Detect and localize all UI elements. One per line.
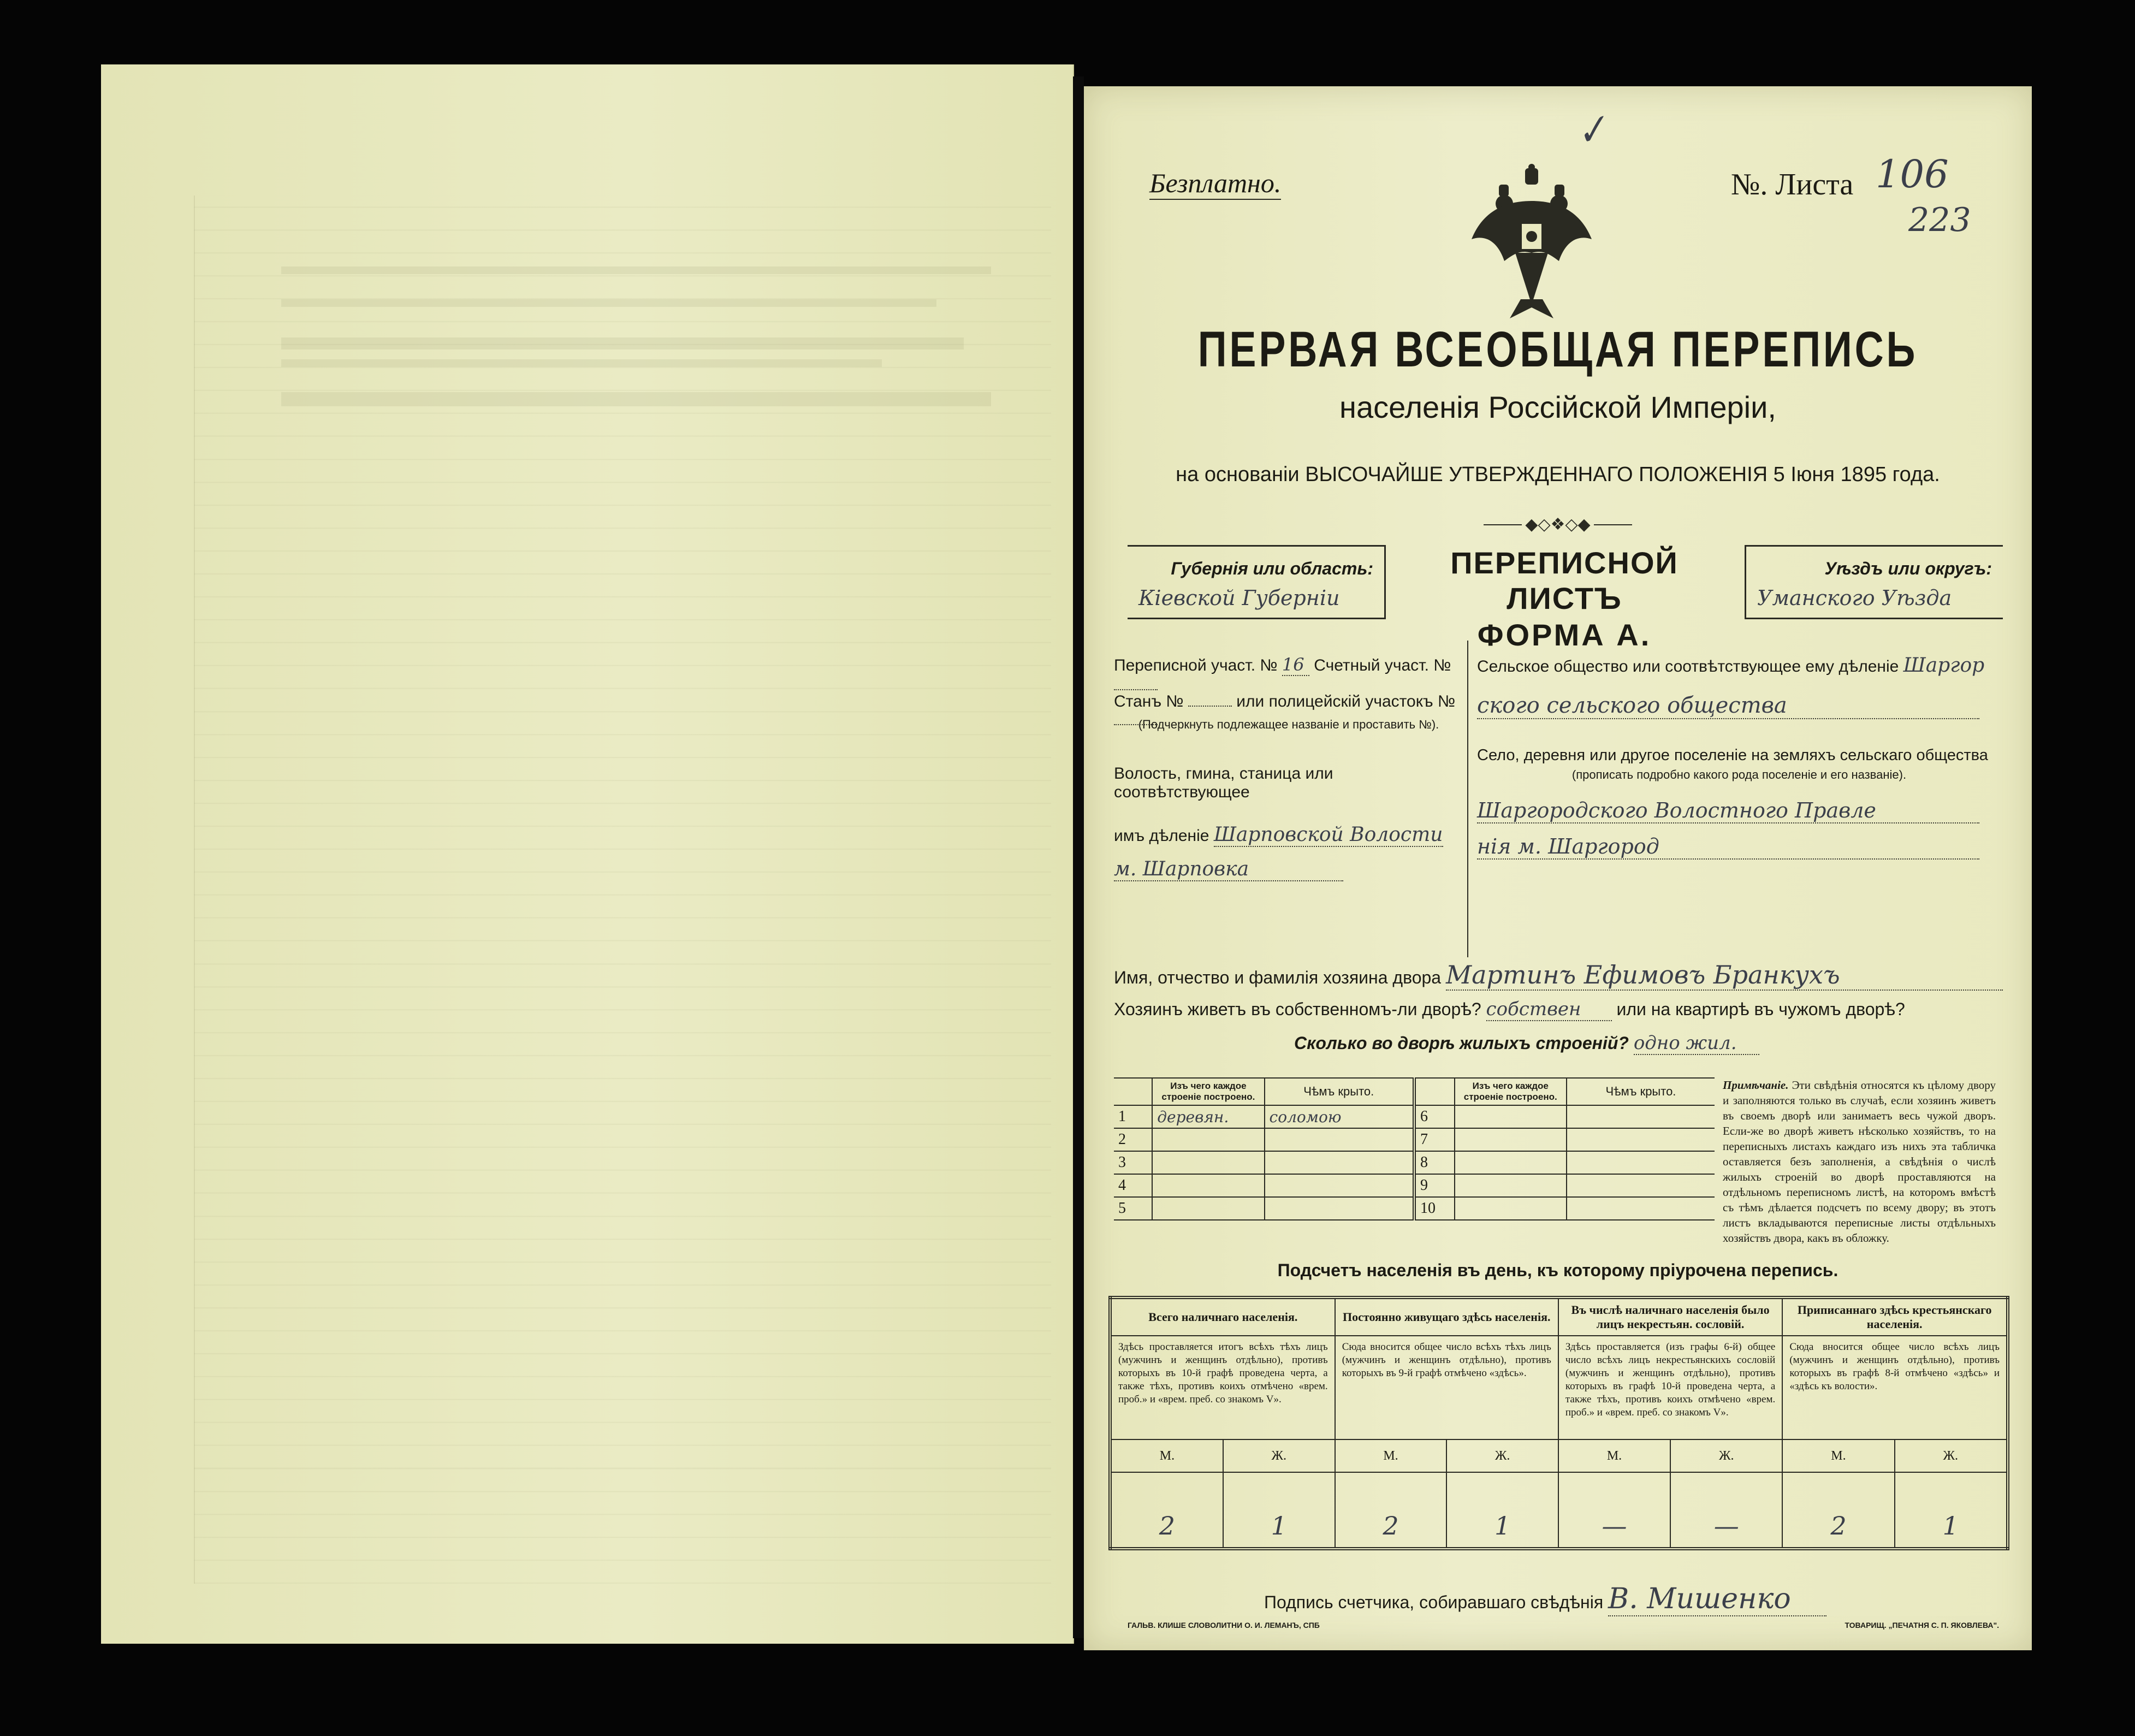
count-female-head: Ж. [1895,1439,2008,1472]
count-female-value: 1 [1895,1472,2008,1549]
count-col-head: Въ числѣ наличнаго населенія было лицъ некрестьян. сословій. [1558,1297,1782,1336]
note-head: Примѣчаніе. [1723,1079,1789,1092]
stan-label: Станъ № [1114,692,1184,710]
police-note: (Подчеркнуть подлежащее названіе и проставить №). [1138,718,1439,731]
sheet-number-handwritten-alt: 223 [1908,201,1971,239]
bt-material-cell [1455,1151,1567,1174]
province-label: Губернія или область: [1171,559,1373,578]
bt-num-head-r [1414,1078,1455,1105]
count-table [1108,1296,2009,1550]
buildings-label: Сколько во дворѣ жилыхъ строеній? [1294,1033,1629,1053]
owner-lives-label: Хозяинъ живетъ въ собственномъ-ли дворѣ? [1114,999,1481,1019]
note-block [1723,1077,1996,1246]
count-female-value: 1 [1446,1472,1558,1549]
bt-row-number: 1 [1114,1105,1152,1128]
ghost-print [281,337,964,349]
count-col-head: Постоянно живущаго здѣсь населенія. [1335,1297,1558,1336]
buildings-value: одно жил. [1634,1032,1759,1055]
district-label: Уѣздъ или округъ: [1824,559,1992,578]
volost-label-2: имъ дѣленіе [1114,827,1209,845]
form-main-title: ПЕРВАЯ ВСЕОБЩАЯ ПЕРЕПИСЬ [1197,322,1918,377]
count-col-head: Всего наличнаго населенія. [1110,1297,1335,1336]
count-title: Подсчетъ населенія въ день, къ которому пріурочена перепись. [1277,1260,1839,1280]
left-blank-page [101,64,1074,1644]
village-value-1: Шаргородского Волостного Правле [1477,798,1979,823]
bt-material-cell [1455,1105,1567,1128]
count-col-desc: Сюда вносится общее число всѣхъ тѣхъ лицъ (мужчинъ и женщинъ отдѣльно), противъ которыхъ въ 9-й графѣ отмѣчено «здѣсь». [1335,1336,1558,1439]
village-value-2: нія м. Шаргород [1477,834,1979,860]
buildings-table [1114,1077,1715,1220]
signature-value: В. Мишенко [1608,1583,1826,1616]
village-note: (прописать подробно какого рода поселеніе и его названіе). [1571,768,1907,781]
column-divider [1467,641,1468,957]
table-row [1114,1197,1715,1220]
count-female-value: 1 [1223,1472,1335,1549]
bt-roof-cell [1567,1105,1715,1128]
ghost-print [281,392,991,406]
bt-roof-cell [1265,1151,1414,1174]
form-subtitle: населенія Россійской Имперіи, [1339,390,1776,424]
bt-row-number: 10 [1414,1197,1455,1220]
bt-material-cell: деревян. [1152,1105,1264,1128]
table-row [1114,1105,1715,1128]
note-text: Эти свѣдѣнія относятся къ цѣлому двору и заполняются только въ случаѣ, если хозяинъ живетъ въ своемъ дворѣ или занимаетъ весь чужой дворъ. Если-же во дворѣ живетъ нѣсколько хозяйствъ, то на переписныхъ листахъ каждаго изъ нихъ эта табличка оставляется безъ заполненія, а свѣдѣнія о числѣ жилыхъ строеній во дворѣ проставляются на отдѣльномъ переписномъ листѣ, на которомъ вмѣстѣ съ тѣмъ дѣлается подсчетъ по всему двору; въ этотъ листъ вкладываются переписные листы отдѣльныхъ хозяйствъ двора, какъ въ обложку. [1723,1079,1996,1245]
owner-name-value: Мартинъ Ефимовъ Бранкухъ [1446,960,2003,991]
bt-roof-cell [1567,1151,1715,1174]
bt-row-number: 6 [1414,1105,1455,1128]
bt-material-cell [1455,1128,1567,1151]
table-row [1114,1174,1715,1197]
owner-lives-value: собствен [1486,998,1612,1021]
bt-material-cell [1152,1128,1264,1151]
bt-row-number: 9 [1414,1174,1455,1197]
bt-material-cell [1455,1197,1567,1220]
ghost-print [281,359,882,367]
bt-material-cell [1152,1197,1264,1220]
footer-right-imprint: ТОВАРИЩ. „ПЕЧАТНЯ С. П. ЯКОВЛЕВА". [1845,1621,1999,1630]
count-male-value: 2 [1110,1472,1223,1549]
count-section-label: Счетный участ. № [1314,656,1451,674]
bt-row-number: 7 [1414,1128,1455,1151]
count-male-value: 2 [1782,1472,1894,1549]
bt-roof-cell [1265,1128,1414,1151]
bt-row-number: 3 [1114,1151,1152,1174]
owner-name-label: Имя, отчество и фамилія хозяина двора [1114,968,1442,987]
count-col-head: Приписаннаго здѣсь крестьянскаго населенія. [1782,1297,2008,1336]
ghost-print [281,299,936,307]
check-mark: ✓ [1570,104,1613,157]
count-female-head: Ж. [1670,1439,1782,1472]
ornament-divider: ◆◇❖◇◆ [1084,515,2032,534]
volost-value-2: м. Шарповка [1114,858,1343,881]
volost-value-1: Шарповской Волости [1213,823,1443,846]
bt-roof-cell [1265,1197,1414,1220]
count-female-head: Ж. [1223,1439,1335,1472]
bt-roof-cell [1567,1128,1715,1151]
volost-label-1: Волость, гмина, станица или соотвѣтствующее [1114,765,1333,801]
sheet-number-label: №. Листа [1731,168,1854,202]
signature-label: Подпись счетчика, собиравшаго свѣдѣнія [1264,1592,1604,1612]
society-label: Сельское общество или соотвѣтствующее ему дѣленіе [1477,657,1899,676]
society-value-2: ского сельского общества [1477,693,1979,719]
book-gutter [1073,76,1084,1638]
count-col-desc: Здѣсь проставляется итогъ всѣхъ тѣхъ лицъ (мужчинъ и женщинъ отдѣльно), противъ которыхъ въ 10-й графѣ проведена черта, а также тѣхъ, противъ коихъ отмѣчено «врем. проб.» и «врем. преб. со знакомъ V». [1110,1336,1335,1439]
bt-roof-head-r: Чѣмъ крыто. [1567,1078,1715,1105]
count-male-value: 2 [1335,1472,1447,1549]
bt-material-cell [1455,1174,1567,1197]
count-male-head: М. [1782,1439,1894,1472]
census-form-page [1084,86,2032,1650]
footer-left-imprint: ГАЛЬВ. КЛИШЕ СЛОВОЛИТНИ О. И. ЛЕМАНЪ, СПБ [1128,1621,1320,1630]
table-row [1114,1151,1715,1174]
count-male-head: М. [1558,1439,1670,1472]
imperial-eagle-icon [1466,163,1597,321]
police-label: или полицейскій участокъ № [1236,692,1456,710]
bt-row-number: 5 [1114,1197,1152,1220]
count-col-desc: Сюда вносится общее число всѣхъ лицъ (мужчинъ и женщинъ отдѣльно), противъ которыхъ въ графѣ 8-й отмѣчено «здѣсь» и «здѣсь къ волости». [1782,1336,2008,1439]
count-male-head: М. [1335,1439,1447,1472]
count-col-desc: Здѣсь проставляется (изъ графы 6-й) общее число всѣхъ лицъ некрестьянскихъ сословій (мужчинъ и женщинъ отдѣльно), противъ которыхъ въ графѣ 10-й проведена черта, а также тѣхъ, противъ коихъ отмѣчено «врем. проб.» и «врем. преб. со знакомъ V». [1558,1336,1782,1439]
free-label: Безплатно. [1149,167,1281,200]
sheet-number-handwritten: 106 [1876,152,1949,197]
district-value: Уманского Уѣзда [1757,586,1952,610]
bt-row-number: 4 [1114,1174,1152,1197]
count-female-head: Ж. [1446,1439,1558,1472]
count-male-head: М. [1110,1439,1223,1472]
bt-roof-head-l: Чѣмъ крыто. [1265,1078,1414,1105]
bt-material-cell [1152,1151,1264,1174]
count-male-value: — [1558,1472,1670,1549]
bt-roof-cell: соломою [1265,1105,1414,1128]
ghost-print [281,266,991,274]
police-blank [1114,711,1158,725]
census-section-label: Переписной участ. № [1114,656,1278,674]
bt-roof-cell [1265,1174,1414,1197]
count-section-blank [1114,676,1158,690]
form-title-sheet: ПЕРЕПИСНОЙ ЛИСТЪ [1450,546,1679,615]
bt-roof-cell [1567,1174,1715,1197]
bt-material-head-l: Изъ чего каждое строеніе построено. [1152,1078,1264,1105]
bt-num-head [1114,1078,1152,1105]
village-label: Село, деревня или другое поселеніе на земляхъ сельскаго общества [1477,746,1988,764]
form-basis-line: на основаніи ВЫСОЧАЙШЕ УТВЕРЖДЕННАГО ПОЛОЖЕНІЯ 5 Іюня 1895 года. [1176,463,1940,486]
form-title-form-a: ФОРМА А. [1477,618,1652,652]
bt-row-number: 8 [1414,1151,1455,1174]
owner-rent-label: или на квартирѣ въ чужомъ дворѣ? [1616,999,1905,1019]
form-header-box [1128,545,2001,652]
bt-roof-cell [1567,1197,1715,1220]
census-section-value: 16 [1282,654,1309,676]
bt-material-cell [1152,1174,1264,1197]
table-row [1114,1128,1715,1151]
society-value-1: Шаргор [1903,654,1985,677]
count-female-value: — [1670,1472,1782,1549]
stan-blank [1188,692,1232,707]
province-value: Кіевской Губерніи [1138,586,1340,610]
bt-material-head-r: Изъ чего каждое строеніе построено. [1455,1078,1567,1105]
bt-row-number: 2 [1114,1128,1152,1151]
